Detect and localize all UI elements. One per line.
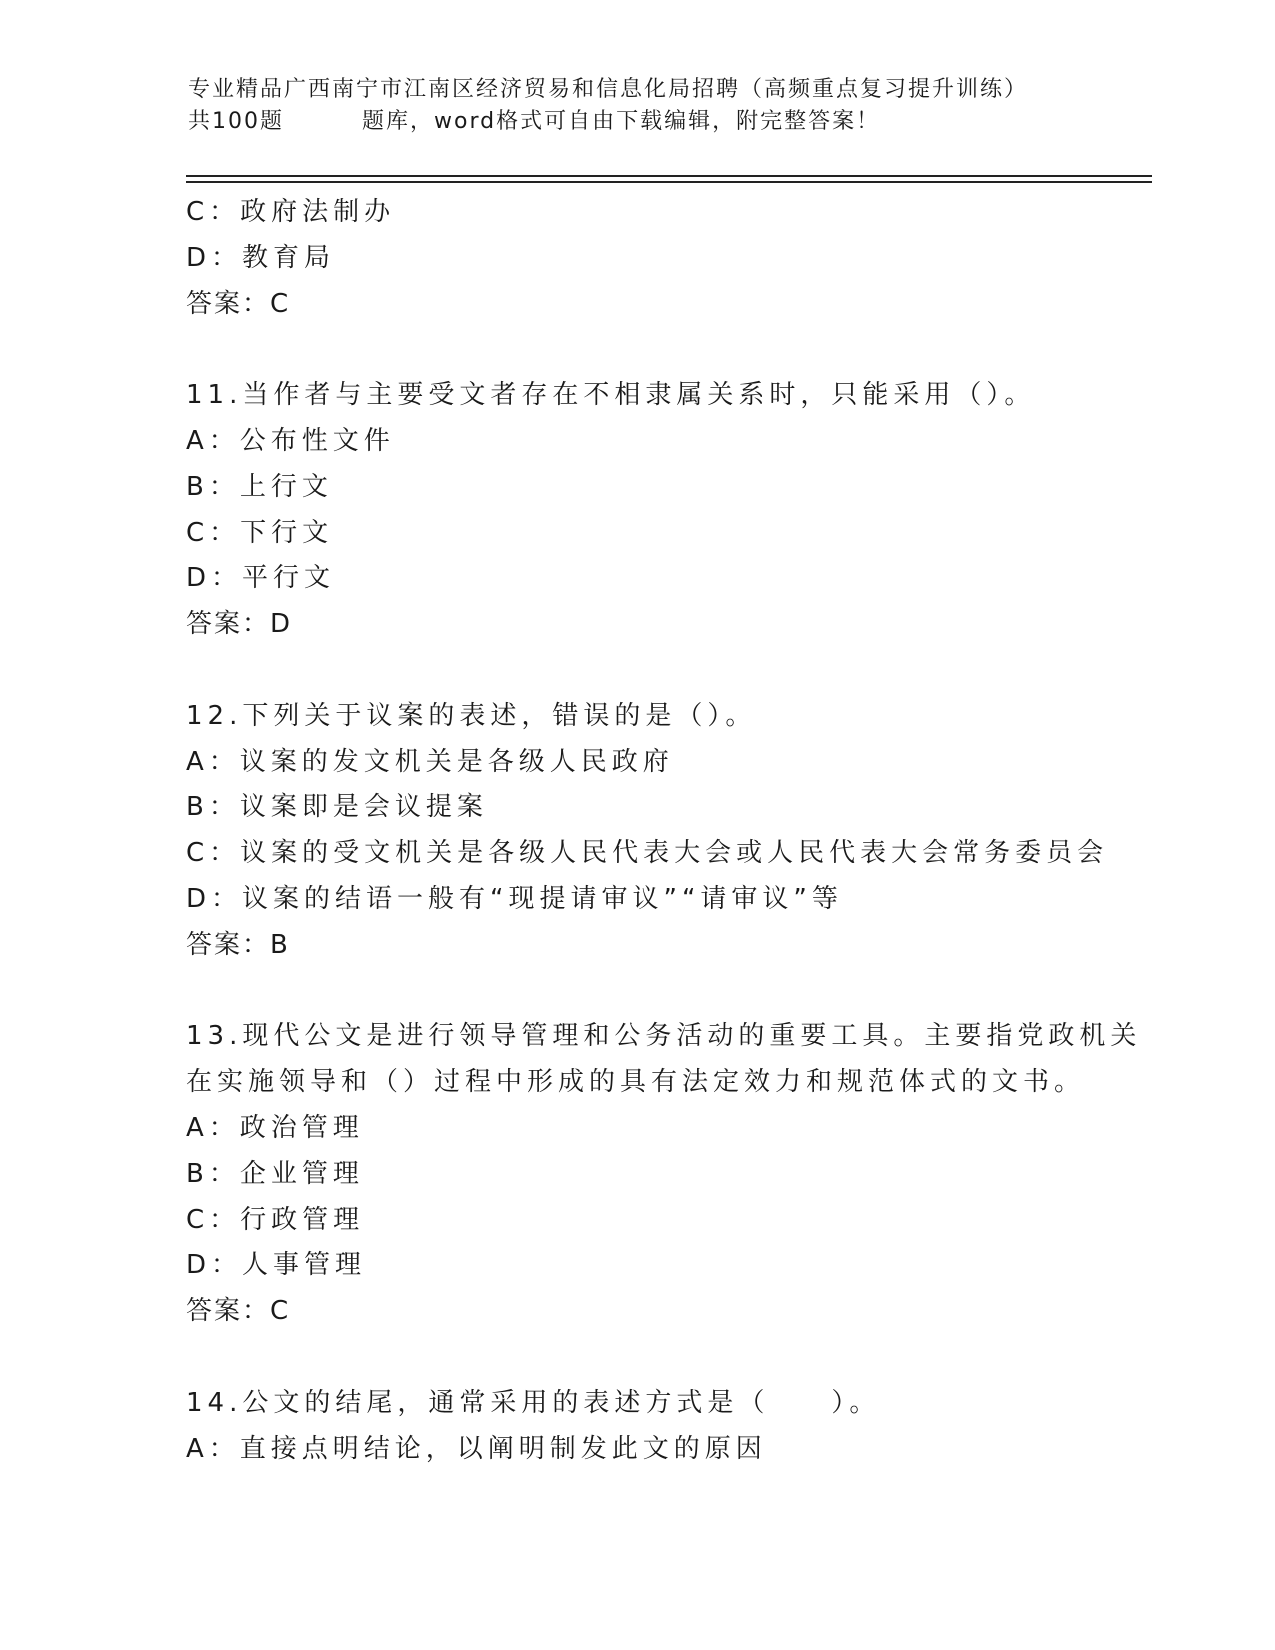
- answer-line: 答案：C: [186, 1296, 291, 1327]
- question-block: [186, 1014, 1146, 1335]
- option-line: A：政治管理: [186, 1112, 364, 1143]
- question-stem: 12.下列关于议案的表述，错误的是（）。: [186, 700, 757, 731]
- question-block: [186, 1381, 1146, 1473]
- option-line: C：政府法制办: [186, 197, 396, 227]
- header-divider-bottom: [186, 181, 1152, 183]
- option-line: D：议案的结语一般有“现提请审议”“请审议”等: [186, 883, 843, 914]
- answer-line: 答案：B: [186, 929, 290, 960]
- answer-line: 答案：D: [186, 609, 293, 640]
- question-stem-continued: 在实施领导和（）过程中形成的具有法定效力和规范体式的文书。: [186, 1067, 1086, 1098]
- answer-line: 答案：C: [186, 288, 291, 319]
- header-divider-top: [186, 175, 1152, 177]
- document-header: [188, 74, 1148, 138]
- header-title: 专业精品广西南宁市江南区经济贸易和信息化局招聘（高频重点复习提升训练）: [188, 77, 1029, 102]
- question-count: 共100题: [188, 109, 284, 134]
- option-line: A：直接点明结论，以阐明制发此文的原因: [186, 1433, 767, 1464]
- question-block: [186, 694, 1146, 969]
- question-block: [186, 373, 1146, 648]
- option-line: A：议案的发文机关是各级人民政府: [186, 746, 674, 777]
- header-description: 题库，word格式可自由下载编辑，附完整答案！: [362, 109, 881, 134]
- option-line: C：议案的受文机关是各级人民代表大会或人民代表大会常务委员会: [186, 838, 1109, 869]
- option-line: D：平行文: [186, 563, 336, 594]
- question-stem: 14.公文的结尾，通常采用的表述方式是（ ）。: [186, 1387, 881, 1418]
- question-list: [186, 190, 1146, 1472]
- option-line: D：人事管理: [186, 1250, 367, 1281]
- option-line: B：议案即是会议提案: [186, 792, 488, 823]
- question-stem: 11.当作者与主要受文者存在不相隶属关系时，只能采用（）。: [186, 380, 1036, 411]
- option-line: C：下行文: [186, 517, 334, 548]
- option-line: B：上行文: [186, 471, 333, 502]
- option-line: A：公布性文件: [186, 425, 395, 456]
- header-subtitle: [188, 106, 1148, 138]
- option-line: B：企业管理: [186, 1158, 364, 1189]
- question-stem: 13.现代公文是进行领导管理和公务活动的重要工具。主要指党政机关: [186, 1021, 1142, 1052]
- option-line: C：行政管理: [186, 1204, 365, 1235]
- option-line: D：教育局: [186, 242, 336, 273]
